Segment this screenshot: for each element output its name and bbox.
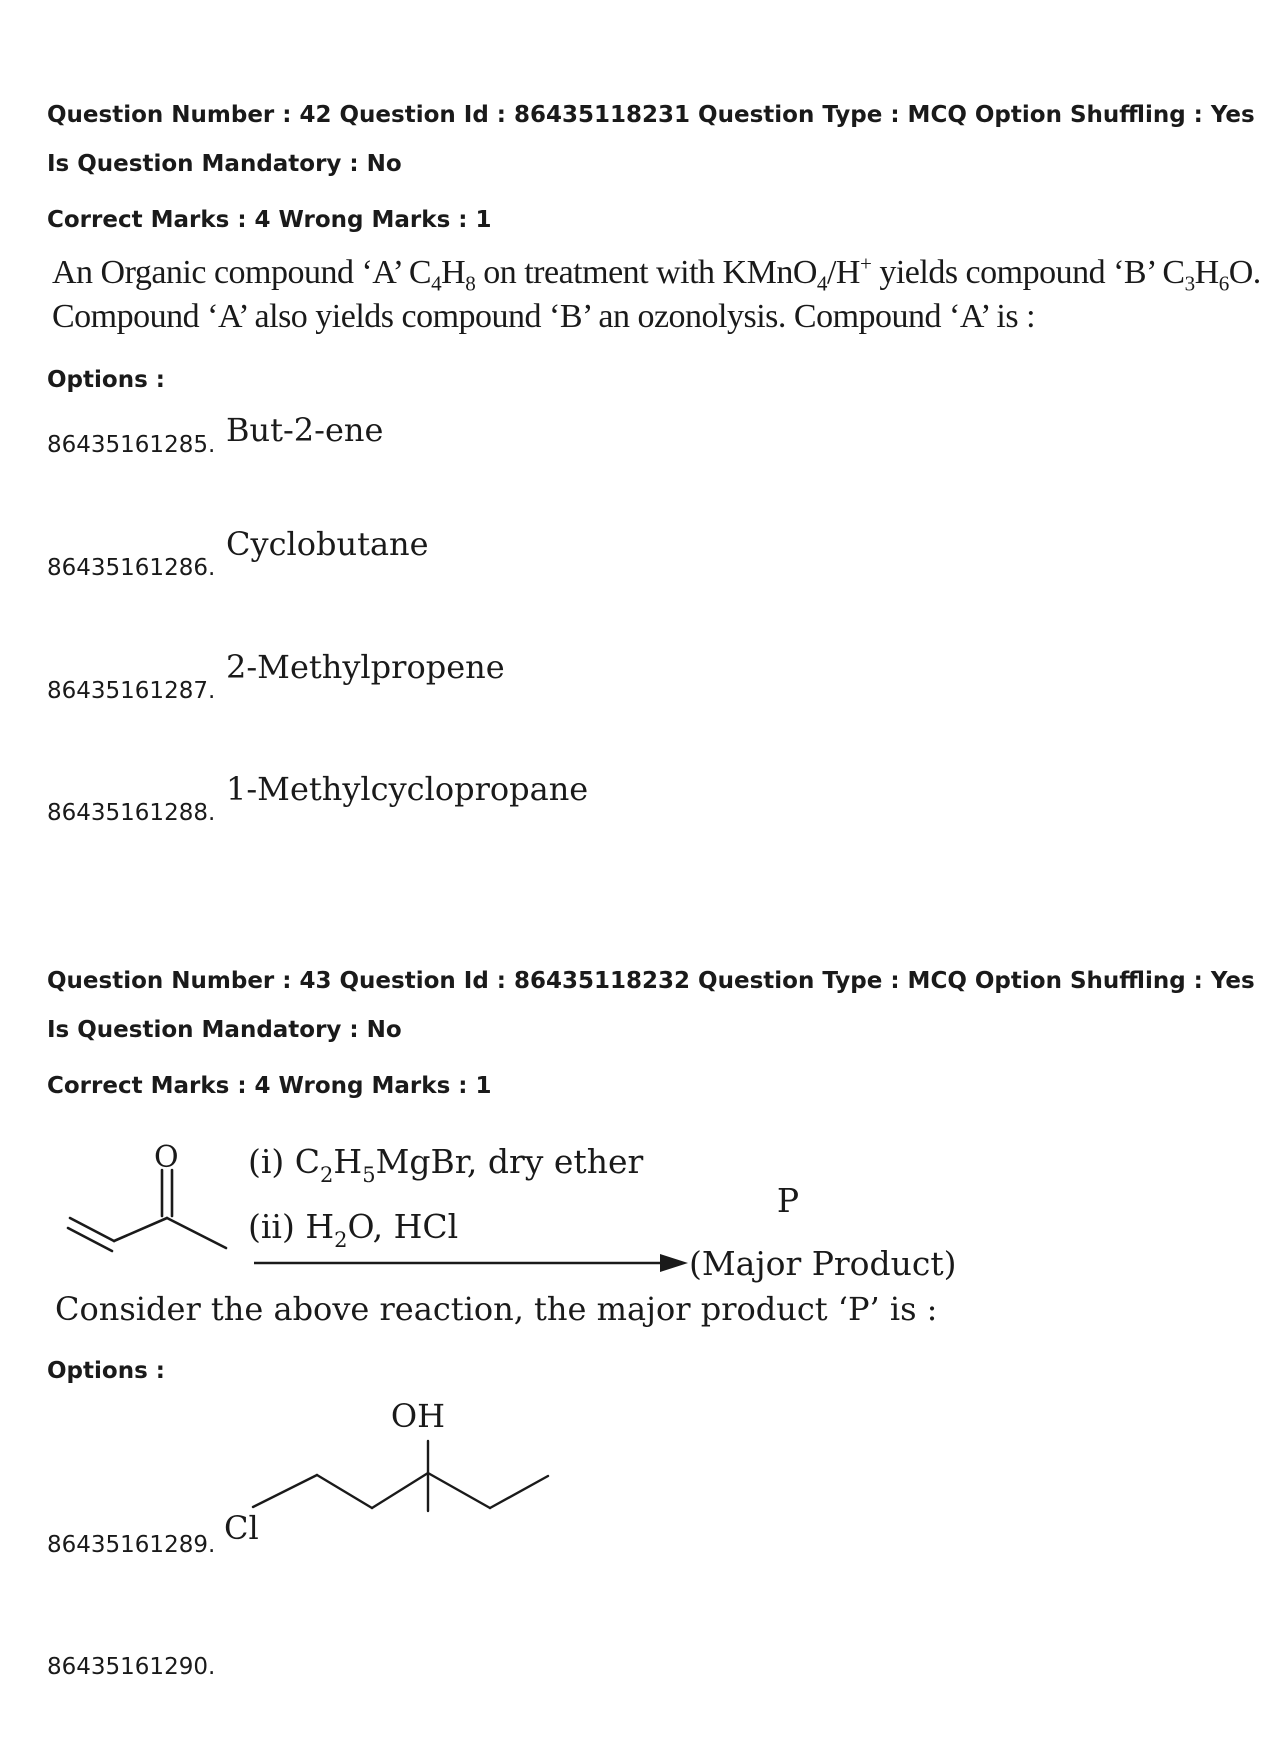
reactant-structure bbox=[68, 1170, 226, 1251]
q42-mandatory: Is Question Mandatory : No bbox=[47, 151, 402, 177]
q43-options-label: Options : bbox=[47, 1358, 165, 1384]
option-text: 2-Methylpropene bbox=[226, 648, 505, 686]
q42-stem-line1: An Organic compound ‘A’ $C_4H_8$ on treatment with KMnO$_4$/H+ yields compound ‘B’ $C_3H_6O$. bbox=[52, 251, 1261, 296]
option-id: 86435161287. bbox=[47, 678, 216, 704]
q43-stem: Consider the above reaction, the major product ‘P’ is : bbox=[55, 1290, 938, 1328]
reactant-oxygen-label: O bbox=[154, 1140, 179, 1175]
q43-mandatory: Is Question Mandatory : No bbox=[47, 1017, 402, 1043]
option-text: 1-Methylcyclopropane bbox=[226, 770, 589, 808]
product-note: (Major Product) bbox=[689, 1244, 957, 1283]
q43-header: Question Number : 43 Question Id : 86435118232 Question Type : MCQ Option Shuffling : Yes bbox=[47, 968, 1255, 994]
option-id: 86435161288. bbox=[47, 800, 216, 826]
option-id: 86435161285. bbox=[47, 432, 216, 458]
reagent-step-1: (i) $C_2H_5MgBr$, dry ether bbox=[248, 1142, 644, 1187]
product-label: P bbox=[776, 1181, 800, 1220]
q42-options-label: Options : bbox=[47, 367, 165, 393]
reagent-step-2: (ii) $H_2O$, HCl bbox=[248, 1207, 459, 1252]
option-id: 86435161289. bbox=[47, 1532, 216, 1558]
q42-header: Question Number : 42 Question Id : 86435118231 Question Type : MCQ Option Shuffling : Yes bbox=[47, 102, 1255, 128]
option-text: Cyclobutane bbox=[226, 525, 429, 563]
option-text: But-2-ene bbox=[226, 411, 384, 449]
option-structure bbox=[220, 1390, 560, 1560]
reaction-scheme bbox=[50, 1130, 957, 1300]
hydroxyl-label: OH bbox=[390, 1397, 446, 1435]
q43-marks: Correct Marks : 4 Wrong Marks : 1 bbox=[47, 1073, 492, 1099]
option-id: 86435161286. bbox=[47, 555, 216, 581]
reaction-arrow bbox=[254, 1254, 688, 1272]
q42-stem-line2: Compound ‘A’ also yields compound ‘B’ an ozonolysis. Compound ‘A’ is : bbox=[52, 298, 1036, 335]
chlorine-label: Cl bbox=[224, 1509, 259, 1547]
q42-marks: Correct Marks : 4 Wrong Marks : 1 bbox=[47, 207, 492, 233]
option-id: 86435161290. bbox=[47, 1654, 216, 1680]
